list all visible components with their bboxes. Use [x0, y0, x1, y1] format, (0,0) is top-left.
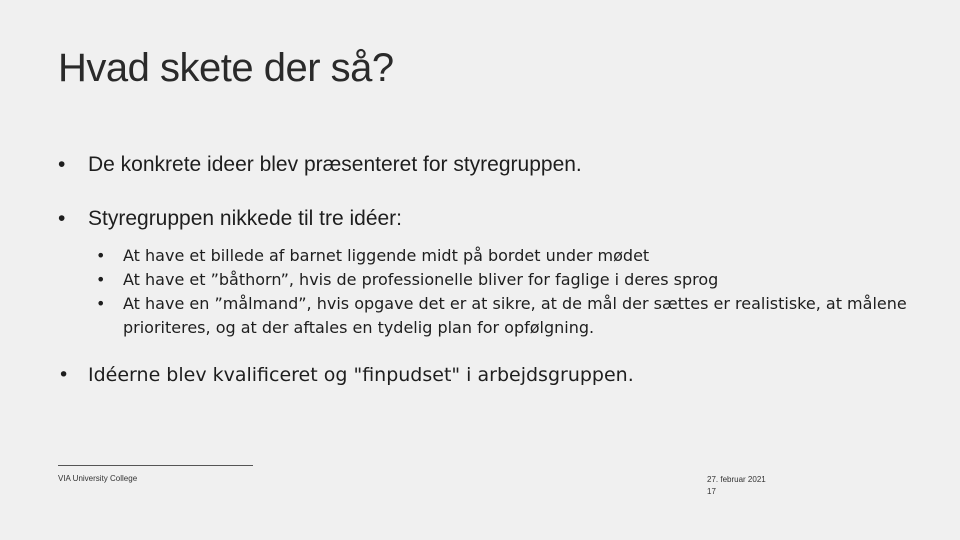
- bullet-dot: •: [58, 364, 70, 386]
- footer-date: 27. februar 2021: [707, 475, 766, 484]
- slide-title: Hvad skete der så?: [58, 46, 394, 90]
- bullet-dot: •: [58, 153, 66, 176]
- sub-bullet-text: At have et ”båthorn”, hvis de professionelle bliver for faglige i deres sprog: [123, 270, 719, 289]
- bullet-text: Idéerne blev kvalificeret og "finpudset" i arbejdsgruppen.: [88, 364, 634, 386]
- sub-bullet-dot: •: [96, 246, 106, 265]
- sub-bullet-list: [96, 244, 916, 340]
- sub-bullet-text: At have en ”målmand”, hvis opgave det er at sikre, at de mål der sættes er realistiske, at målene prioriteres, og at der aftales en tydelig plan for opfølgning.: [123, 294, 907, 337]
- footer-organization: VIA University College: [58, 474, 138, 483]
- bullet-text: De konkrete ideer blev præsenteret for styregruppen.: [88, 153, 582, 176]
- footer-divider: [58, 465, 253, 466]
- sub-bullet-text: At have et billede af barnet liggende midt på bordet under mødet: [123, 246, 650, 265]
- sub-bullet-item: [96, 268, 916, 292]
- sub-bullet-item: [96, 292, 916, 340]
- sub-bullet-item: [96, 244, 916, 268]
- sub-bullet-dot: •: [96, 270, 106, 289]
- footer-page-number: 17: [707, 487, 716, 496]
- bullet-item: [58, 364, 634, 386]
- bullet-dot: •: [58, 207, 66, 230]
- bullet-item: [58, 207, 402, 231]
- bullet-item: [58, 153, 582, 177]
- bullet-text: Styregruppen nikkede til tre idéer:: [88, 207, 403, 230]
- sub-bullet-dot: •: [96, 294, 106, 313]
